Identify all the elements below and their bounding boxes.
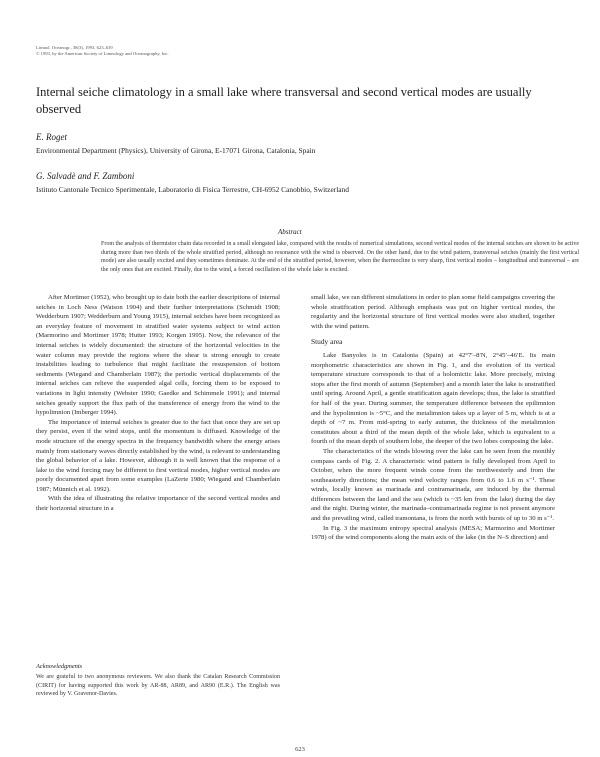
- acknowledgments-heading: Acknowledgments: [36, 663, 83, 670]
- body-paragraph: The importance of internal seiches is greater due to the fact that once they are set up they persist, even if the wind stops, until the momentum is diffused. Knowledge of the mode structure of the energy spectra in the frequency bandwidth where the energy arises mainly from stationary waves directly established by the wind, is relevant to understanding the global behavior of a lake. However, although it is well known that the response of a lake to the wind forcing may be different to first vertical modes, higher vertical modes are poorly documented apart from some examples (LaZerte 1980; Wiegand and Chamberlain 1987; Münnich et al. 1992).: [36, 418, 280, 493]
- left-column: [36, 293, 280, 514]
- paper-title: Internal seiche climatology in a small lake where transversal and second vertical modes are usually observed: [36, 85, 532, 116]
- author-2: G. Salvadè and F. Zamboni: [36, 171, 135, 181]
- section-heading: Study area: [311, 337, 343, 347]
- journal-copyright: © 1993, by the American Society of Limnology and Oceanography, Inc.: [36, 51, 169, 56]
- acknowledgments-text: We are grateful to two anonymous reviewers. We also thank the Catalan Research Commission (CIRIT) for having supported this work by AR-88, AR89, and AR90 (E.R.). The English was reviewed by V. Gravenor-Davies.: [36, 674, 280, 698]
- abstract-heading: Abstract: [278, 228, 302, 236]
- author-1: E. Roget: [36, 132, 67, 142]
- body-paragraph: small lake, we ran different simulations in order to plan some field campaigns covering the whole stratification period. Although emphasis was put on higher vertical modes, the regularity and the horizontal structure of first vertical modes were also studied, together with the wind pattern.: [311, 294, 555, 330]
- abstract-text: From the analysis of thermistor chain data recorded in a small elongated lake, compared with the results of numerical simulations, second vertical modes of the internal seiches are shown to be active during more than two thirds of the whole stratified period, although no resonance with the wind is observed. On the other hand, due to the wind pattern, transversal seiches (mainly the first vertical mode) are also usually excited and they sometimes dominate. At the end of the stratified period, however, when the thermocline is very sharp, first vertical modes – longitudinal and transversal – are the only ones that are excited. Finally, due to the wind, a forced oscillation of the whole lake is excited.: [101, 241, 579, 273]
- journal-header: [36, 45, 169, 57]
- body-paragraph: Lake Banyoles is in Catalonia (Spain) at 42°7′–8′N, 2°45′–46′E. Its main morphometric characteristics are shown in Fig. 1, and the evolution of its vertical temperature structure corresponds to that of a holomictic lake. More precisely, mixing stops after the first month of autumn (September) and a month later the lake is unstratified until spring. Around April, a gentle stratification again develops; thus, the lake is stratified for half of the year. During summer, the temperature difference between the epilimnion and the hypolimnion is ~5°C, and the metalimnion takes up a layer of 5 m, which is at a depth of ~7 m. From mid-spring to early autumn, the thickness of the metalimnion constitutes about a third of the mean depth of the whole lake, which is equivalent to a fourth of the mean depth of southern lobe, the deeper of the two lobes composing the lake.: [311, 351, 555, 446]
- page-number: 623: [295, 746, 305, 753]
- body-paragraph: After Mortimer (1952), who brought up to date both the earlier descriptions of internal seiches in Loch Ness (Watson 1904) and their further interpretations (Schmidt 1908; Wedderburn 1907; Wedderburn and Young 1915), internal seiches have been recognized as an everyday feature of movement in stratified water systems subject to wind action (Marmorino and Mortimer 1978; Hutter 1993; Korgen 1995). Now, the relevance of the internal seiches is widely documented: the structure of the horizontal velocities in the water column may provide the regions where the shear is strong enough to create instabilities leading to turbulence that might facilitate the resuspension of bottom sediments (Wiegand and Chamberlain 1987); the periodic vertical displacements of the internal seiches can relieve the suspended algal cells, forcing them to be exposed to variations in light intensity (Webster 1990; Gaedke and Schimmele 1991); and internal seiches greatly support the flux path of the transference of energy from the wind to the hypolimnion (Imberger 1994).: [36, 294, 280, 417]
- body-paragraph: The characteristics of the winds blowing over the lake can be seen from the monthly compass cards of Fig. 2. A characteristic wind pattern is fully developed from April to October, when the more frequent winds come from the northwesterly and from the southeasterly directions; the mean wind velocity ranges from 0.6 to 1.6 m s⁻¹. These winds, locally known as marinada and contramarinada, are induced by the thermal differences between the land and the sea (which is ~35 km from the lake) during the day and the night. During winter, the marinada–contramarinada regime is not present anymore and the prevailing wind, called tramontana, is from the north with bursts of up to 30 m s⁻¹.: [311, 447, 555, 523]
- journal-citation: Limnol. Oceanogr., 38(3), 1993, 623–639: [36, 45, 113, 50]
- body-paragraph: In Fig. 3 the maximum entropy spectral analysis (MESA; Marmorino and Mortimer 1978) of the wind components along the main axis of the lake (in the N–S direction) and: [311, 524, 555, 542]
- affiliation-2: Istituto Cantonale Tecnico Sperimentale, Laboratorio di Fisica Terrestre, CH-6952 Canobbio, Switzerland: [36, 185, 349, 194]
- right-column: [311, 293, 555, 543]
- affiliation-1: Environmental Department (Physics), University of Girona, E-17071 Girona, Catalonia, Spain: [36, 146, 316, 155]
- body-paragraph: With the idea of illustrating the relative importance of the second vertical modes and their horizontal structure in a: [36, 495, 280, 513]
